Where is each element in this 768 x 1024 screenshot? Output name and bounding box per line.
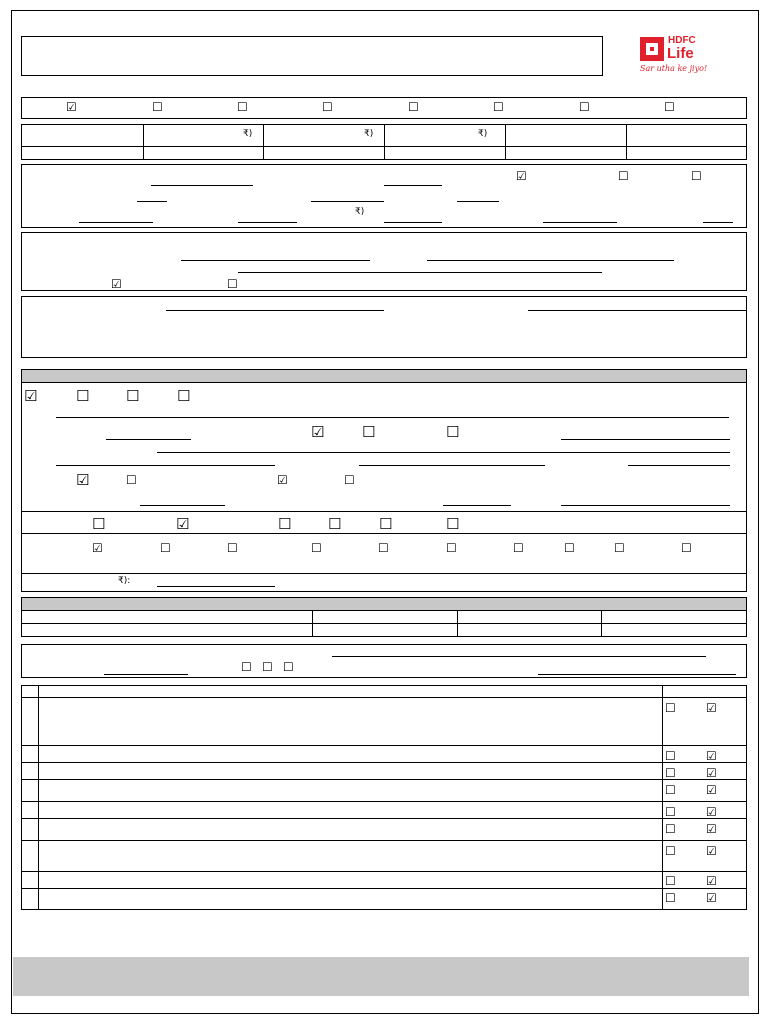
field-line[interactable] [157,452,730,453]
logo-text-hdfc: HDFC [668,35,696,46]
details-section [21,164,747,228]
field-line[interactable] [628,465,730,466]
option-checkbox-5[interactable]: ☐ [408,100,419,114]
field-line[interactable] [359,465,545,466]
field-line[interactable] [457,201,499,202]
option-checkbox-8[interactable]: ☐ [664,100,675,114]
q3-yes-checkbox[interactable]: ☑ [706,766,717,780]
field-line[interactable] [384,185,442,186]
occ2-checkbox-2[interactable]: ☐ [160,541,171,555]
q4-no-checkbox[interactable]: ☐ [665,783,676,797]
type-checkbox-3[interactable]: ☐ [126,387,140,405]
occ2-checkbox-1[interactable]: ☑ [92,541,103,555]
logo-tagline: Sar utha ke jiyo! [640,64,708,73]
q5-no-checkbox[interactable]: ☐ [665,805,676,819]
option-checkbox-6[interactable]: ☐ [493,100,504,114]
type-checkbox-1[interactable]: ☑ [24,387,38,405]
field-line[interactable] [238,222,297,223]
field-line[interactable] [151,185,253,186]
income-field-line[interactable] [157,586,275,587]
name-checkbox-1[interactable]: ☑ [111,277,122,291]
health-question-table [21,685,747,910]
type-checkbox-4[interactable]: ☐ [177,387,191,405]
gender-checkbox-2[interactable]: ☐ [362,423,376,441]
occ2-checkbox-7[interactable]: ☐ [513,541,524,555]
occ2-checkbox-10[interactable]: ☐ [681,541,692,555]
option-row-box [21,97,747,119]
detail-checkbox-2[interactable]: ☐ [618,169,629,183]
option-checkbox-2[interactable]: ☐ [152,100,163,114]
option-checkbox-3[interactable]: ☐ [237,100,248,114]
field-line[interactable] [238,272,602,273]
field-line[interactable] [106,439,191,440]
q2-yes-checkbox[interactable]: ☑ [706,749,717,763]
occ2-checkbox-5[interactable]: ☐ [378,541,389,555]
gender-checkbox-1[interactable]: ☑ [311,423,325,441]
option-checkbox-7[interactable]: ☐ [579,100,590,114]
q1-no-checkbox[interactable]: ☐ [665,701,676,715]
status-checkbox-3[interactable]: ☑ [277,473,288,487]
occ2-checkbox-8[interactable]: ☐ [564,541,575,555]
q6-no-checkbox[interactable]: ☐ [665,822,676,836]
rupee-symbol: ₹) [243,129,253,139]
occ-checkbox-6[interactable]: ☐ [446,515,460,533]
q4-yes-checkbox[interactable]: ☑ [706,783,717,797]
q7-no-checkbox[interactable]: ☐ [665,844,676,858]
occ-checkbox-4[interactable]: ☐ [328,515,342,533]
field-line[interactable] [332,656,706,657]
field-line[interactable] [703,222,733,223]
address-section [21,296,747,358]
detail-checkbox-1[interactable]: ☑ [516,169,527,183]
type-checkbox-2[interactable]: ☐ [76,387,90,405]
habit-checkbox-3[interactable]: ☐ [283,660,294,674]
field-line[interactable] [561,505,730,506]
q9-no-checkbox[interactable]: ☐ [665,891,676,905]
field-line[interactable] [538,674,736,675]
field-line[interactable] [140,505,225,506]
field-line[interactable] [56,417,729,418]
q6-yes-checkbox[interactable]: ☑ [706,822,717,836]
habit-checkbox-2[interactable]: ☐ [262,660,273,674]
q3-no-checkbox[interactable]: ☐ [665,766,676,780]
name-section [21,232,747,291]
status-checkbox-2[interactable]: ☐ [126,473,137,487]
q1-yes-checkbox[interactable]: ☑ [706,701,717,715]
habit-checkbox-1[interactable]: ☐ [241,660,252,674]
field-line[interactable] [543,222,617,223]
rupee-symbol: ₹): [118,576,131,586]
form-title-box[interactable] [21,36,603,76]
logo-text-life: Life [667,45,694,62]
footer-bar [13,957,749,996]
occ-checkbox-5[interactable]: ☐ [379,515,393,533]
field-line[interactable] [528,310,746,311]
habit-section [21,644,747,678]
occ2-checkbox-4[interactable]: ☐ [311,541,322,555]
field-line[interactable] [561,439,730,440]
field-line[interactable] [384,222,442,223]
name-checkbox-2[interactable]: ☐ [227,277,238,291]
status-checkbox-1[interactable]: ☑ [76,471,90,489]
hdfc-life-logo [638,34,718,74]
q7-yes-checkbox[interactable]: ☑ [706,844,717,858]
field-line[interactable] [79,222,153,223]
q9-yes-checkbox[interactable]: ☑ [706,891,717,905]
q8-yes-checkbox[interactable]: ☑ [706,874,717,888]
occ2-checkbox-9[interactable]: ☐ [614,541,625,555]
field-line[interactable] [166,310,384,311]
field-line[interactable] [56,465,275,466]
status-checkbox-4[interactable]: ☐ [344,473,355,487]
option-checkbox-4[interactable]: ☐ [322,100,333,114]
occ2-checkbox-3[interactable]: ☐ [227,541,238,555]
rupee-symbol: ₹) [355,207,365,217]
occ-checkbox-1[interactable]: ☐ [92,515,106,533]
field-line[interactable] [181,260,370,261]
gender-checkbox-3[interactable]: ☐ [446,423,460,441]
rupee-symbol: ₹) [364,129,374,139]
section-header-bar-2 [21,597,747,611]
occ-checkbox-3[interactable]: ☐ [278,515,292,533]
q8-no-checkbox[interactable]: ☐ [665,874,676,888]
detail-checkbox-3[interactable]: ☐ [691,169,702,183]
q2-no-checkbox[interactable]: ☐ [665,749,676,763]
occ-checkbox-2[interactable]: ☑ [176,515,190,533]
rupee-symbol: ₹) [478,129,488,139]
field-line[interactable] [137,201,167,202]
field-line[interactable] [443,505,511,506]
occ2-checkbox-6[interactable]: ☐ [446,541,457,555]
q5-yes-checkbox[interactable]: ☑ [706,805,717,819]
section-header-bar [21,369,747,383]
option-checkbox-1[interactable]: ☑ [66,100,77,114]
field-line[interactable] [104,674,188,675]
field-line[interactable] [311,201,384,202]
field-line[interactable] [427,260,674,261]
